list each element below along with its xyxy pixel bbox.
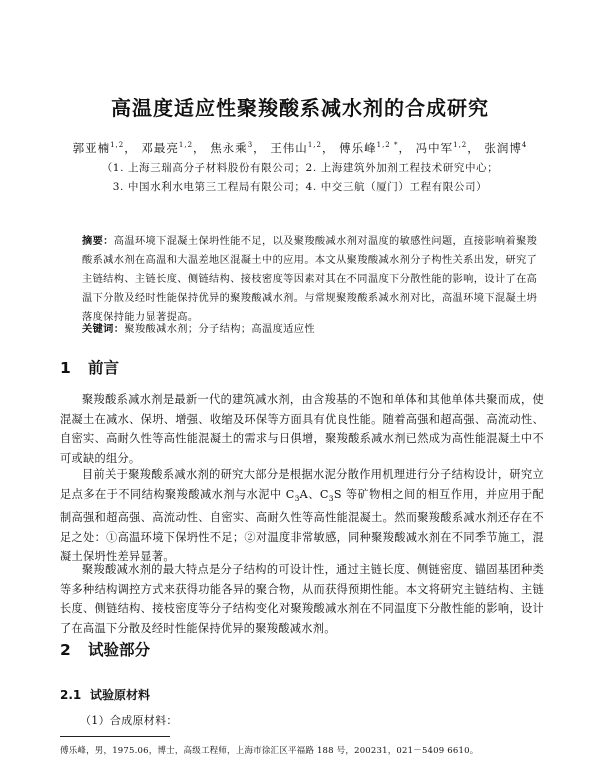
author-list: 郭亚楠$^{1,2}$， 邓最亮$^{1,2}$， 焦永乘$^3$， 王伟山$^{1,2}$， 傅乐峰$^{1,2 *}$， 冯中军$^{1,2}$， 张润博$^4$: [72, 141, 528, 155]
section-heading-intro: 1 前言: [60, 359, 120, 377]
affiliation-line-1: （1. 上海三瑞高分子材料股份有限公司；2. 上海建筑外加剂工程技术研究中心；: [101, 162, 499, 174]
keywords-text: 聚羧酸减水剂；分子结构；高温度适应性: [124, 324, 315, 335]
abstract: [82, 232, 542, 327]
abstract-label: 摘要：: [82, 236, 114, 247]
author: 邓最亮$^{1,2}$: [141, 141, 194, 155]
keywords-label: 关键词：: [82, 324, 125, 335]
section-heading-experiment: 2 试验部分: [60, 641, 151, 659]
body-paragraph: 目前关于聚羧酸系减水剂的研究大部分是根据水泥分散作用机理进行分子结构设计，研究立足点多在于不同结构聚羧酸减水剂与水泥中 $C_3A$、$C_3S$ 等矿物相之间的相互作用，并应用于配制高强和超高强、高流动性、自密实、高耐久性等高性能混凝土。然而聚羧酸系减水剂还存在不足之处：①高温环境下保坍性不足；②对温度非常敏感，同种聚羧酸减水剂在不同季节施工，混凝土保坍性差异显著。: [60, 468, 544, 564]
list-item: （1）合成原材料：: [80, 714, 178, 727]
affiliation-line-2: 3. 中国水利水电第三工程局有限公司；4. 中交三航（厦门）工程有限公司）: [112, 181, 488, 193]
footnote: 傅乐峰，男，1975.06，博士，高级工程师，上海市徐汇区平福路 188 号，200231，021－5409 6610。: [60, 746, 479, 756]
footnote-divider: [60, 736, 170, 737]
author: 郭亚楠$^{1,2}$: [72, 141, 125, 155]
author: 张润博$^4$: [484, 141, 528, 155]
author: 王伟山$^{1,2}$: [270, 141, 322, 155]
author: 焦永乘$^3$: [210, 141, 254, 155]
subsection-heading-materials: 2.1 试验原材料: [60, 688, 151, 702]
abstract-text: 高温环境下混凝土保坍性能不足，以及聚羧酸减水剂对温度的敏感性问题，直接影响着聚羧酸系减水剂在高温和大温差地区混凝土中的应用。本文从聚羧酸减水剂分子构性关系出发，研究了主链结构、主链长度、侧链结构、接枝密度等因素对其在不同温度下分散性能的影响，设计了在高温下分散及经时性能保持优异的聚羧酸减水剂。与常规聚羧酸系减水剂对比，高温环境下混凝土坍落度保持能力显著提高。: [82, 236, 538, 323]
author: 傅乐峰$^{1,2 *}$: [339, 141, 399, 155]
keywords: [82, 320, 542, 335]
body-paragraph: 聚羧酸系减水剂是最新一代的建筑减水剂，由含羧基的不饱和单体和其他单体共聚而成，使混凝土在减水、保坍、增强、收缩及环保等方面具有优良性能。随着高强和超高强、高流动性、自密实、高耐久性等高性能混凝土的需求与日俱增，聚羧酸系减水剂已然成为高性能混凝土中不可或缺的组分。: [60, 393, 544, 465]
body-paragraph: 聚羧酸减水剂的最大特点是分子结构的可设计性，通过主链长度、侧链密度、锚固基团种类等多种结构调控方式来获得功能各异的聚合物，从而获得预期性能。本文将研究主链结构、主链长度、侧链结构、接枝密度等分子结构变化对聚羧酸减水剂在不同温度下分散性能的影响，设计了在高温下分散及经时性能保持优异的聚羧酸减水剂。: [60, 563, 544, 635]
paper-title: 高温度适应性聚羧酸系减水剂的合成研究: [111, 96, 489, 120]
author: 冯中军$^{1,2}$: [415, 141, 468, 155]
